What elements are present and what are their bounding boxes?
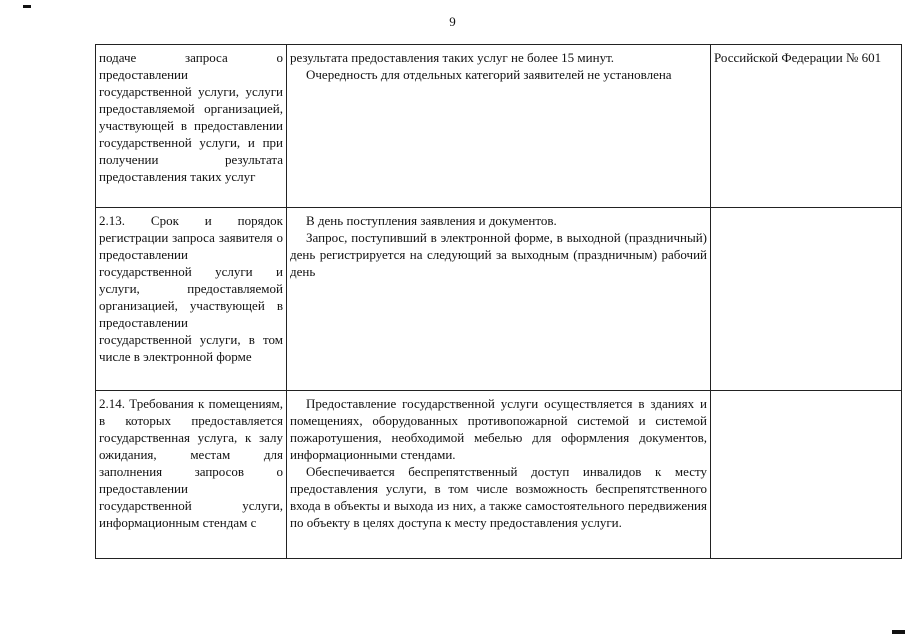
paragraph: Запрос, поступивший в электронной форме, в выходной (праздничный) день регистрируется на следующий за выходным (праздничным) рабочий день	[290, 230, 707, 279]
requirement-name-cell: подаче запроса о предоставлении государственной услуги, услуги предоставляемой организацией, участвующей в предоставлении государственной услуги, и при получении результата предоставления таких услуг	[96, 45, 287, 208]
requirement-content-cell	[287, 391, 711, 559]
paragraph: В день поступления заявления и документов.	[306, 213, 557, 228]
requirement-name-cell: 2.14. Требования к помещениям, в которых предоставляется государственная услуга, к залу ожидания, местам для заполнения запросов о предоставлении государственной услуги, информационным стендам с	[96, 391, 287, 559]
page-number: 9	[449, 14, 456, 29]
scan-mark-top-left	[23, 5, 31, 8]
paragraph: Предоставление государственной услуги осуществляется в зданиях и помещениях, оборудованных противопожарной системой и системой пожаротушения, необходимой мебелью для оформления документов, информационными стендами.	[290, 396, 707, 462]
legal-basis-cell: Российской Федерации № 601	[711, 45, 902, 208]
requirement-content-cell	[287, 208, 711, 391]
legal-basis-cell	[711, 391, 902, 559]
paragraph: Обеспечивается беспрепятственный доступ инвалидов к месту предоставления услуги, в том числе возможность беспрепятственного входа в объекты и выхода из них, а также самостоятельного передвижения по объекту в целях доступа к месту предоставления услуги.	[290, 464, 707, 530]
table-row	[96, 45, 902, 208]
requirement-name-cell: 2.13. Срок и порядок регистрации запроса заявителя о предоставлении государственной услуги и услуги, предоставляемой организацией, участвующей в предоставлении государственной услуги, в том числе в электронной форме	[96, 208, 287, 391]
paragraph: Очередность для отдельных категорий заявителей не установлена	[306, 67, 672, 82]
table-row	[96, 391, 902, 559]
scan-mark-bottom-right	[892, 630, 905, 634]
paragraph: результата предоставления таких услуг не более 15 минут.	[290, 50, 615, 65]
legal-basis-cell	[711, 208, 902, 391]
regulation-table	[95, 44, 902, 559]
requirement-content-cell	[287, 45, 711, 208]
table-row	[96, 208, 902, 391]
